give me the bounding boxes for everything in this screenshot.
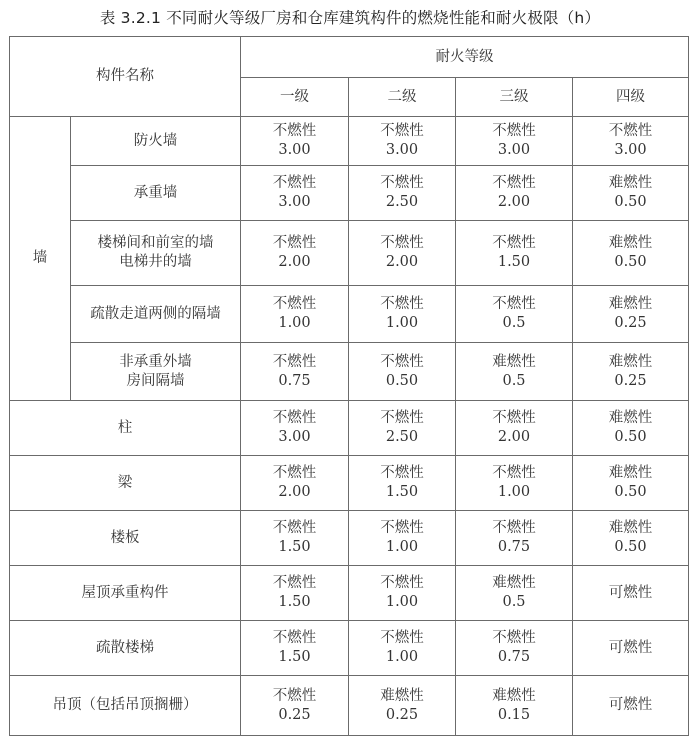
material-label: 不燃性 (272, 687, 317, 704)
component-name (71, 286, 241, 343)
wall-group-label: 墙 (10, 117, 71, 401)
table-row (10, 566, 689, 621)
rating-cell (573, 621, 689, 676)
table-row (10, 166, 689, 221)
component-name: 吊顶（包括吊顶搁栅） (10, 676, 241, 736)
duration-value: 2.00 (278, 254, 311, 270)
component-name: 梁 (10, 456, 241, 511)
duration-value: 0.25 (614, 372, 647, 389)
duration-value: 1.00 (385, 649, 419, 665)
rating-cell (241, 566, 349, 621)
material-label: 不燃性 (272, 353, 317, 370)
duration-value: 3.00 (385, 142, 419, 158)
material-label: 不燃性 (272, 410, 317, 426)
duration-value: 1.00 (385, 594, 419, 610)
rating-cell (573, 343, 689, 401)
rating-cell (456, 117, 573, 166)
duration-value: 2.00 (278, 484, 311, 500)
duration-value: 0.75 (497, 539, 531, 555)
component-name: 柱 (10, 401, 241, 456)
table-row (10, 456, 689, 511)
rating-cell (349, 343, 456, 401)
duration-value: 1.50 (385, 484, 419, 500)
rating-cell (573, 511, 689, 566)
duration-value: 2.50 (385, 429, 419, 445)
component-name-line: 电梯井的墙 (119, 254, 192, 270)
rating-cell (573, 117, 689, 166)
duration-value: 0.5 (502, 372, 526, 389)
material-label: 不燃性 (272, 175, 317, 191)
material-label: 不燃性 (380, 630, 424, 646)
rating-cell (349, 456, 456, 511)
rating-cell (456, 566, 573, 621)
rating-cell (349, 166, 456, 221)
material-label: 不燃性 (272, 630, 317, 646)
rating-cell (573, 566, 689, 621)
rating-cell (349, 401, 456, 456)
material-label: 难燃性 (492, 687, 536, 704)
rating-cell (349, 117, 456, 166)
material-label: 可燃性 (608, 639, 653, 656)
duration-value: 0.50 (614, 254, 647, 270)
duration-value: 0.25 (278, 706, 311, 723)
material-label: 难燃性 (608, 410, 653, 426)
material-label: 不燃性 (380, 465, 424, 481)
component-name-line: 防火墙 (133, 132, 178, 149)
material-label: 不燃性 (492, 630, 536, 646)
component-name: 疏散楼梯 (10, 621, 241, 676)
duration-value: 0.50 (614, 194, 647, 210)
duration-value: 2.50 (385, 194, 419, 210)
duration-value: 0.50 (614, 429, 647, 445)
rating-cell (241, 676, 349, 736)
material-label: 不燃性 (608, 123, 653, 139)
table-row (10, 621, 689, 676)
rating-cell (241, 221, 349, 286)
duration-value: 2.00 (497, 194, 531, 210)
duration-value: 1.50 (497, 254, 531, 270)
material-label: 不燃性 (380, 123, 424, 139)
rating-cell (241, 401, 349, 456)
component-name: 楼板 (10, 511, 241, 566)
duration-value: 1.00 (385, 539, 419, 555)
material-label: 不燃性 (272, 575, 317, 591)
material-label: 难燃性 (380, 687, 424, 704)
rating-cell (349, 621, 456, 676)
duration-value: 0.75 (278, 372, 311, 389)
rating-cell (573, 166, 689, 221)
material-label: 难燃性 (608, 465, 653, 481)
duration-value: 1.50 (278, 539, 311, 555)
duration-value: 0.75 (497, 649, 531, 665)
material-label: 不燃性 (492, 465, 536, 481)
material-label: 不燃性 (380, 575, 424, 591)
rating-cell (349, 511, 456, 566)
duration-value: 1.00 (497, 484, 531, 500)
rating-cell (349, 221, 456, 286)
component-name: 屋顶承重构件 (10, 566, 241, 621)
material-label: 不燃性 (380, 235, 424, 251)
material-label: 不燃性 (380, 520, 424, 536)
duration-value: 1.50 (278, 594, 311, 610)
header-level-3: 三级 (456, 78, 573, 117)
duration-value: 0.15 (497, 706, 531, 723)
rating-cell (573, 221, 689, 286)
material-label: 不燃性 (492, 520, 536, 536)
rating-cell (241, 343, 349, 401)
duration-value: 1.00 (385, 315, 419, 331)
material-label: 可燃性 (608, 584, 653, 601)
duration-value: 0.50 (614, 539, 647, 555)
duration-value: 2.00 (385, 254, 419, 270)
material-label: 不燃性 (272, 465, 317, 481)
rating-cell (241, 456, 349, 511)
duration-value: 1.50 (278, 649, 311, 665)
material-label: 不燃性 (492, 235, 536, 251)
header-fire-rating: 耐火等级 (241, 37, 689, 78)
duration-value: 3.00 (614, 142, 647, 158)
component-name (71, 117, 241, 166)
table-row (10, 343, 689, 401)
material-label: 难燃性 (608, 235, 653, 251)
duration-value: 0.5 (502, 594, 526, 610)
rating-cell (456, 343, 573, 401)
component-name-line: 疏散走道两侧的隔墙 (90, 305, 221, 322)
duration-value: 0.5 (502, 315, 526, 331)
material-label: 不燃性 (492, 175, 536, 191)
rating-cell (456, 221, 573, 286)
rating-cell (456, 401, 573, 456)
material-label: 可燃性 (608, 697, 653, 713)
component-name (71, 343, 241, 401)
duration-value: 3.00 (278, 429, 311, 445)
material-label: 难燃性 (492, 353, 536, 370)
duration-value: 0.25 (614, 315, 647, 331)
rating-cell (349, 566, 456, 621)
header-level-1: 一级 (241, 78, 349, 117)
table-row (10, 221, 689, 286)
duration-value: 0.25 (385, 706, 419, 723)
material-label: 不燃性 (380, 410, 424, 426)
table-row (10, 676, 689, 736)
duration-value: 3.00 (497, 142, 531, 158)
rating-cell (573, 401, 689, 456)
duration-value: 1.00 (278, 315, 311, 331)
material-label: 难燃性 (608, 175, 653, 191)
component-name (71, 166, 241, 221)
material-label: 不燃性 (492, 410, 536, 426)
material-label: 不燃性 (380, 175, 424, 191)
material-label: 难燃性 (608, 520, 653, 536)
fire-resistance-table (9, 36, 689, 736)
duration-value: 2.00 (497, 429, 531, 445)
rating-cell (349, 676, 456, 736)
material-label: 不燃性 (380, 353, 424, 370)
duration-value: 0.50 (614, 484, 647, 500)
component-name-line: 非承重外墙 (119, 353, 192, 370)
rating-cell (456, 621, 573, 676)
rating-cell (456, 456, 573, 511)
rating-cell (573, 676, 689, 736)
header-level-2: 二级 (349, 78, 456, 117)
rating-cell (456, 676, 573, 736)
material-label: 难燃性 (608, 296, 653, 312)
rating-cell (456, 511, 573, 566)
material-label: 不燃性 (272, 123, 317, 139)
duration-value: 3.00 (278, 194, 311, 210)
material-label: 不燃性 (272, 296, 317, 312)
table-row (10, 401, 689, 456)
rating-cell (241, 511, 349, 566)
duration-value: 0.50 (385, 372, 419, 389)
rating-cell (573, 286, 689, 343)
material-label: 不燃性 (492, 296, 536, 312)
rating-cell (456, 166, 573, 221)
rating-cell (241, 166, 349, 221)
rating-cell (573, 456, 689, 511)
duration-value: 3.00 (278, 142, 311, 158)
rating-cell (241, 117, 349, 166)
component-name (71, 221, 241, 286)
rating-cell (241, 621, 349, 676)
table-row (10, 286, 689, 343)
material-label: 不燃性 (380, 296, 424, 312)
component-name-line: 承重墙 (133, 184, 178, 201)
table-title: 表 3.2.1 不同耐火等级厂房和仓库建筑构件的燃烧性能和耐火极限（h） (99, 9, 601, 27)
rating-cell (349, 286, 456, 343)
header-component-name: 构件名称 (10, 37, 241, 117)
component-name-line: 楼梯间和前室的墙 (97, 235, 214, 251)
table-row (10, 511, 689, 566)
material-label: 难燃性 (492, 575, 536, 591)
component-name-line: 房间隔墙 (126, 372, 185, 389)
rating-cell (456, 286, 573, 343)
material-label: 难燃性 (608, 353, 653, 370)
material-label: 不燃性 (272, 235, 317, 251)
header-level-4: 四级 (573, 78, 689, 117)
rating-cell (241, 286, 349, 343)
material-label: 不燃性 (272, 520, 317, 536)
table-row (10, 117, 689, 166)
material-label: 不燃性 (492, 123, 536, 139)
